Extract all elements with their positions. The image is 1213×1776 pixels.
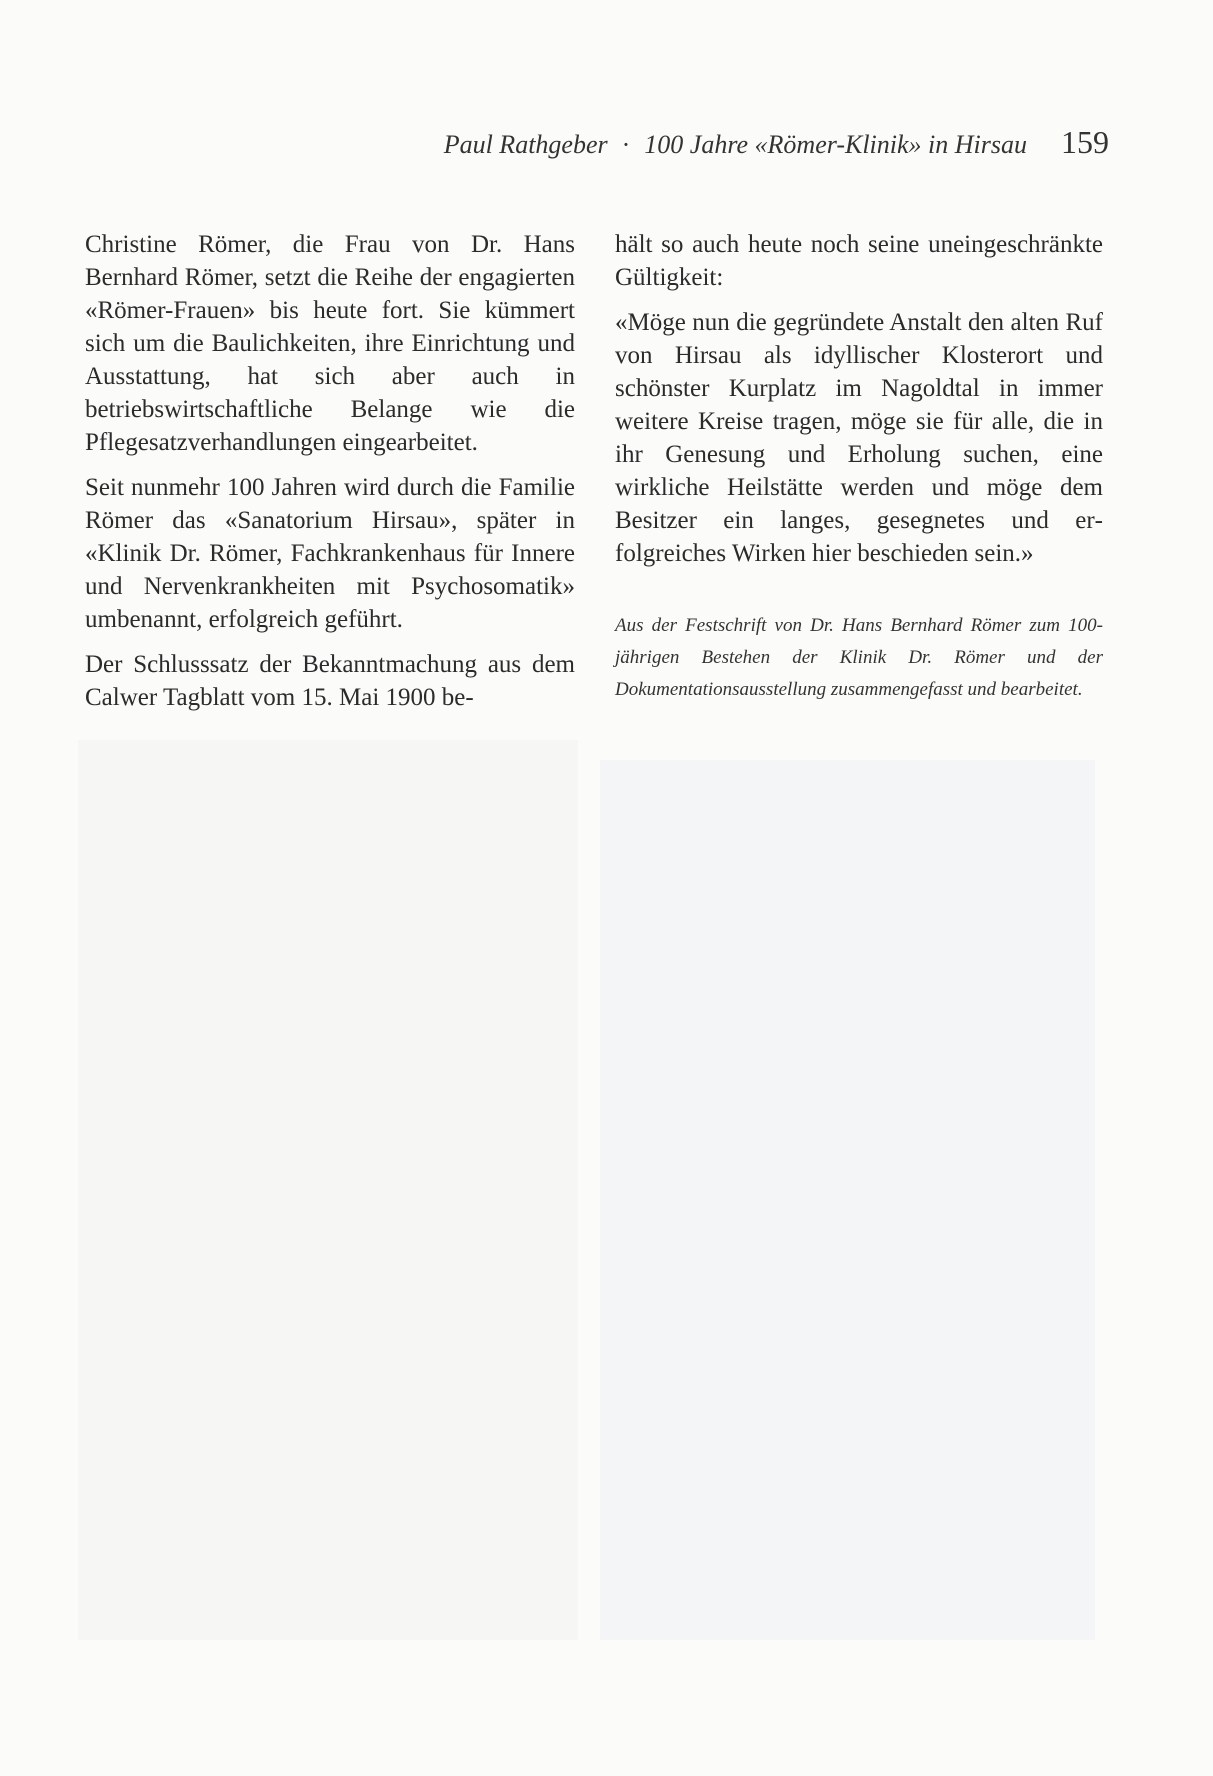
header-title: 100 Jahre «Römer-Klinik» in Hirsau xyxy=(644,130,1027,159)
header-separator: · xyxy=(621,130,631,159)
paragraph: hält so auch heute noch seine uneingeschränkte Gültigkeit: xyxy=(615,231,1103,291)
left-column xyxy=(85,228,575,726)
quote-paragraph: «Möge nun die gegründete Anstalt den alten Ruf von Hirsau als idyllischer Klosterort und schönster Kurplatz im Nagoldtal in immer weitere Kreise tragen, möge sie für alle, die in ihr Genesung und Erholung suchen, eine wirkliche Heilstätte werden und möge dem Besitzer ein langes, gesegnetes und erfolgreiches Wirken hier beschieden sein.» xyxy=(615,309,1103,567)
show-through-shading-right xyxy=(600,760,1095,1640)
header-author: Paul Rathgeber xyxy=(443,130,608,159)
page-number: 159 xyxy=(1061,124,1109,160)
paragraph: Seit nunmehr 100 Jahren wird durch die Familie Römer das «Sanatorium Hirsau», später in «Klinik Dr. Römer, Fachkrankenhaus für Innere und Nervenkrankheiten mit Psychosomatik» umbenannt, erfolgreich geführt. xyxy=(85,474,575,633)
source-caption: Aus der Festschrift von Dr. Hans Bernhard Römer zum 100-jährigen Bestehen der Klinik Dr. Römer und der Dokumentationsausstellung zusammengefasst und bearbeitet. xyxy=(615,615,1103,700)
running-header xyxy=(300,124,1109,164)
paragraph: Der Schlusssatz der Bekanntmachung aus dem Calwer Tagblatt vom 15. Mai 1900 be- xyxy=(85,651,575,711)
paragraph: Christine Römer, die Frau von Dr. Hans Bernhard Römer, setzt die Reihe der engagierten «Römer-Frauen» bis heute fort. Sie kümmert sich um die Baulichkeiten, ihre Einrichtung und Ausstattung, hat sich aber auch in betriebswirtschaftliche Belange wie die Pflegesatzverhandlungen eingearbeitet. xyxy=(85,231,575,456)
right-column xyxy=(615,228,1103,706)
show-through-shading-left xyxy=(78,740,578,1640)
